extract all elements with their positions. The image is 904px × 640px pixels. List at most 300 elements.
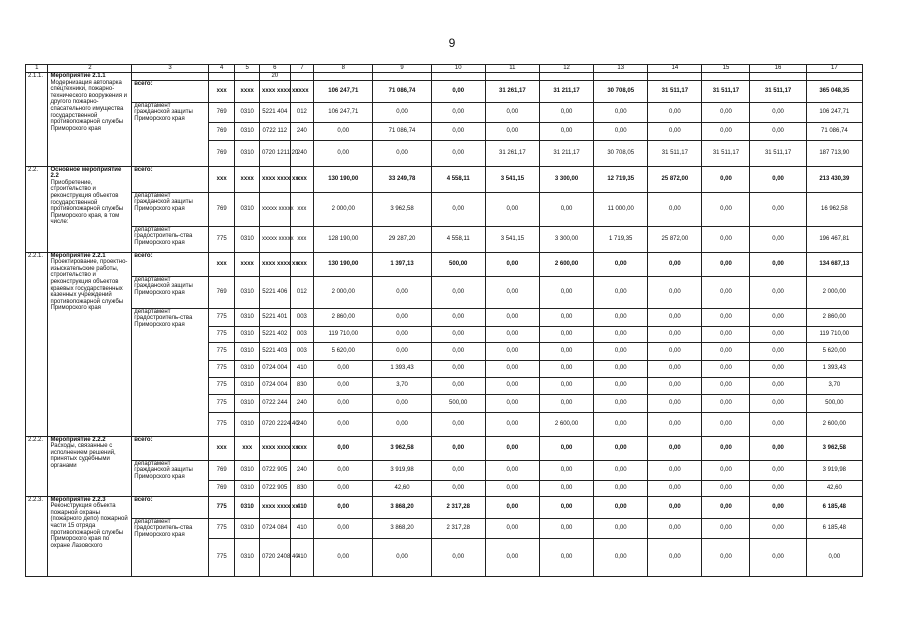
table-cell: 0,00 (594, 252, 648, 276)
table-cell: 0,00 (750, 377, 806, 394)
table-cell: 0,00 (485, 252, 539, 276)
table-cell: 0,00 (431, 326, 485, 342)
table-cell: 0,00 (750, 394, 806, 412)
table-cell: 0,00 (314, 412, 373, 436)
table-cell: 0,00 (594, 326, 648, 342)
table-cell: 31 261,17 (485, 140, 539, 166)
table-cell: 3 919,98 (373, 460, 431, 480)
table-cell: 0310 (235, 518, 260, 538)
table-cell: 003 (290, 326, 314, 342)
table-cell: 0,00 (702, 122, 750, 140)
table-cell: 769 (208, 102, 235, 122)
table-cell: 1 397,13 (373, 252, 431, 276)
table-cell: 0,00 (539, 480, 593, 496)
table-cell: 775 (208, 377, 235, 394)
table-cell: 0,00 (431, 436, 485, 460)
budget-table (25, 64, 863, 577)
table-cell (539, 73, 593, 81)
table-row (26, 276, 863, 308)
table-cell: 0,00 (702, 326, 750, 342)
table-cell: 2 860,00 (806, 308, 862, 326)
table-cell: 0,00 (539, 342, 593, 360)
table-cell: 240 (290, 394, 314, 412)
table-cell: 33 249,78 (373, 166, 431, 192)
table-cell: 0310 (235, 412, 260, 436)
table-cell: 240 (290, 140, 314, 166)
table-cell: 0,00 (431, 377, 485, 394)
department-name: департамент гражданской защиты Приморского края (132, 276, 209, 308)
column-header: 13 (594, 65, 648, 73)
table-cell: 0310 (235, 360, 260, 377)
table-cell: 775 (208, 394, 235, 412)
table-cell: 775 (208, 538, 235, 576)
table-cell (132, 73, 209, 81)
table-cell: 2 600,00 (539, 252, 593, 276)
table-cell: 0,00 (648, 102, 702, 122)
table-cell: 119 710,00 (314, 326, 373, 342)
table-cell: 119 710,00 (806, 326, 862, 342)
table-cell: 0,00 (648, 394, 702, 412)
table-cell: 3 868,20 (373, 518, 431, 538)
table-cell: 0,00 (750, 166, 806, 192)
table-cell: 0,00 (702, 276, 750, 308)
table-cell: 0,00 (485, 518, 539, 538)
table-cell: 775 (208, 342, 235, 360)
table-cell: 0,00 (648, 518, 702, 538)
table-cell: 0,00 (431, 360, 485, 377)
table-cell: 0720 2408 40 (259, 538, 290, 576)
table-cell: 2 600,00 (806, 412, 862, 436)
table-cell: 0,00 (594, 460, 648, 480)
table-cell: 769 (208, 192, 235, 226)
table-cell: 0,00 (485, 496, 539, 518)
table-cell: 2 317,28 (431, 518, 485, 538)
column-header: 12 (539, 65, 593, 73)
table-cell: 0,00 (539, 377, 593, 394)
table-cell: 0,00 (648, 326, 702, 342)
table-cell: 5 620,00 (314, 342, 373, 360)
table-cell (208, 73, 235, 81)
activity-text: Расходы, связанные с исполнением решений, принятых судебными органами (50, 443, 116, 469)
table-cell: 500,00 (431, 252, 485, 276)
table-cell: 775 (208, 496, 235, 518)
table-cell: 775 (208, 326, 235, 342)
table-cell: 130 190,00 (314, 166, 373, 192)
table-cell: ххх (208, 252, 235, 276)
table-cell (373, 73, 431, 81)
table-cell: ххх (290, 252, 314, 276)
table-cell: 2 000,00 (314, 192, 373, 226)
table-cell: 3 962,58 (373, 436, 431, 460)
table-row (26, 518, 863, 538)
table-cell: 0722 905 (259, 460, 290, 480)
table-cell: 0,00 (594, 538, 648, 576)
table-cell: 0,00 (314, 377, 373, 394)
table-cell: 25 872,00 (648, 226, 702, 252)
table-cell: 0,00 (648, 308, 702, 326)
column-header: 16 (750, 65, 806, 73)
table-cell: 0310 (235, 460, 260, 480)
table-cell: 3 962,58 (806, 436, 862, 460)
table-cell: 0,00 (314, 518, 373, 538)
table-cell: 769 (208, 140, 235, 166)
table-cell: 0,00 (314, 360, 373, 377)
table-cell: 0,00 (314, 436, 373, 460)
table-cell: 0,00 (750, 496, 806, 518)
table-cell: 0,00 (702, 360, 750, 377)
table-cell: 0,00 (485, 480, 539, 496)
table-cell: 5221 402 (259, 326, 290, 342)
table-cell: 0,00 (539, 538, 593, 576)
table-cell: 0,00 (539, 496, 593, 518)
table-cell: 2 000,00 (314, 276, 373, 308)
table-cell: 003 (290, 342, 314, 360)
table-cell: 0,00 (702, 377, 750, 394)
table-cell: 830 (290, 480, 314, 496)
table-cell: хххх хххх хх (259, 496, 290, 518)
table-cell: 240 (290, 460, 314, 480)
table-cell: 0724 004 (259, 360, 290, 377)
table-cell: ххххх ххххх (259, 192, 290, 226)
table-cell: 71 086,74 (373, 80, 431, 102)
column-header: 9 (373, 65, 431, 73)
table-cell: 0,00 (750, 460, 806, 480)
table-cell: 187 713,90 (806, 140, 862, 166)
table-cell: 0,00 (750, 192, 806, 226)
table-cell: 0310 (235, 102, 260, 122)
column-header: 14 (648, 65, 702, 73)
table-cell: хххх хххх хх (259, 436, 290, 460)
column-header: 6 (259, 65, 290, 73)
table-cell: 0,00 (750, 122, 806, 140)
table-cell: 0,00 (373, 342, 431, 360)
table-cell: 0310 (235, 192, 260, 226)
table-cell: 106 247,71 (314, 80, 373, 102)
table-cell: 0,00 (702, 252, 750, 276)
table-cell: 0,00 (539, 460, 593, 480)
table-cell: 2 860,00 (314, 308, 373, 326)
table-cell (290, 73, 314, 81)
table-cell: 0310 (235, 122, 260, 140)
table-cell: 0,00 (314, 460, 373, 480)
table-cell: 0,00 (373, 412, 431, 436)
table-cell: 0,00 (648, 538, 702, 576)
table-cell: 4 558,11 (431, 166, 485, 192)
table-cell: 0,00 (594, 394, 648, 412)
column-header: 4 (208, 65, 235, 73)
table-cell: 3 868,20 (373, 496, 431, 518)
table-cell: 500,00 (431, 394, 485, 412)
table-cell: 0,00 (702, 308, 750, 326)
table-cell: 0,00 (373, 276, 431, 308)
table-cell: 42,60 (806, 480, 862, 496)
table-cell: 0,00 (594, 436, 648, 460)
total-label: всего: (132, 252, 209, 276)
table-cell: 0310 (235, 394, 260, 412)
table-cell: 0,00 (594, 276, 648, 308)
table-cell: 5221 406 (259, 276, 290, 308)
table-cell: 0,00 (314, 122, 373, 140)
table-cell: 0,00 (750, 518, 806, 538)
activity-title: Мероприятие 2.2.1 (50, 252, 106, 259)
table-cell: 0,00 (702, 460, 750, 480)
table-cell: 0,00 (485, 342, 539, 360)
table-cell: 775 (208, 412, 235, 436)
row-code: 2.2.3. (26, 496, 48, 576)
table-cell: 130 190,00 (314, 252, 373, 276)
table-cell: 0,00 (314, 496, 373, 518)
table-cell: 196 467,81 (806, 226, 862, 252)
column-header: 11 (485, 65, 539, 73)
table-cell: 4 558,11 (431, 226, 485, 252)
table-cell: ххх (235, 436, 260, 460)
table-cell: 0,00 (431, 460, 485, 480)
table-cell: 3 919,98 (806, 460, 862, 480)
table-cell: 0,00 (648, 480, 702, 496)
table-cell: 25 872,00 (648, 166, 702, 192)
table-cell: 0,00 (702, 166, 750, 192)
table-cell: 0310 (235, 496, 260, 518)
table-cell: 0720 1211 20 (259, 140, 290, 166)
table-cell: 0,00 (750, 538, 806, 576)
table-cell: ххх (290, 436, 314, 460)
table-cell: 0,00 (431, 480, 485, 496)
activity-title: Мероприятие 2.2.2 (50, 436, 106, 443)
table-cell: 0,00 (702, 226, 750, 252)
table-cell: 0310 (235, 480, 260, 496)
row-code: 2.1.1. (26, 73, 48, 167)
table-cell: 0310 (235, 326, 260, 342)
table-cell: 775 (208, 308, 235, 326)
table-cell: 0,00 (648, 460, 702, 480)
table-row (26, 102, 863, 122)
table-cell: 0,00 (702, 102, 750, 122)
table-cell: 0,00 (485, 436, 539, 460)
table-cell: 11 000,00 (594, 192, 648, 226)
table-cell: 0,00 (485, 394, 539, 412)
table-cell: 0,00 (806, 538, 862, 576)
table-cell (235, 73, 260, 81)
table-cell: 20 (259, 73, 290, 81)
table-cell: 134 687,13 (806, 252, 862, 276)
table-cell: 42,60 (373, 480, 431, 496)
table-cell: хххх хххх хх (259, 252, 290, 276)
table-cell: 0,00 (702, 412, 750, 436)
table-cell: 0,00 (702, 436, 750, 460)
table-cell: 0,00 (485, 360, 539, 377)
table-cell: 3 300,00 (539, 226, 593, 252)
table-cell: 128 190,00 (314, 226, 373, 252)
table-cell: ххх (290, 226, 314, 252)
column-header: 3 (132, 65, 209, 73)
table-cell: 0310 (235, 308, 260, 326)
table-cell: 0,00 (750, 252, 806, 276)
table-cell: ххх (290, 192, 314, 226)
table-cell: 0,00 (485, 192, 539, 226)
table-cell: 0,00 (485, 308, 539, 326)
row-code: 2.2. (26, 166, 48, 252)
table-cell: 0,00 (648, 122, 702, 140)
table-cell: 0,00 (702, 518, 750, 538)
table-cell: 0,00 (373, 394, 431, 412)
department-name: департамент гражданской защиты Приморского края (132, 460, 209, 496)
table-cell: 3 541,15 (485, 166, 539, 192)
table-cell: 0,00 (431, 102, 485, 122)
table-cell: 3 962,58 (373, 192, 431, 226)
table-cell: 0,00 (594, 122, 648, 140)
table-cell: хххх (235, 252, 260, 276)
activity-description (48, 436, 132, 496)
table-cell: 0,00 (431, 122, 485, 140)
column-header: 1 (26, 65, 48, 73)
table-cell: 0,00 (648, 496, 702, 518)
table-cell: 12 719,35 (594, 166, 648, 192)
table-row (26, 192, 863, 226)
table-cell: 0,00 (648, 192, 702, 226)
total-label: всего: (132, 166, 209, 192)
table-cell: 775 (208, 518, 235, 538)
activity-description (48, 496, 132, 576)
table-row (26, 252, 863, 276)
table-cell: 0,00 (702, 342, 750, 360)
department-name: департамент градостроитель-ства Приморского края (132, 308, 209, 436)
table-cell (594, 73, 648, 81)
table-cell: ххх (290, 166, 314, 192)
table-cell (702, 73, 750, 81)
table-cell: 6 185,48 (806, 496, 862, 518)
table-cell: 0,00 (594, 377, 648, 394)
table-cell: 2 600,00 (539, 412, 593, 436)
table-row (26, 166, 863, 192)
table-cell: 012 (290, 102, 314, 122)
table-cell: 769 (208, 460, 235, 480)
department-name: департамент градостроитель-ства Приморского края (132, 518, 209, 576)
table-cell (648, 73, 702, 81)
column-header: 5 (235, 65, 260, 73)
table-cell (485, 73, 539, 81)
table-cell: 769 (208, 480, 235, 496)
table-cell: 0,00 (485, 122, 539, 140)
table-cell: 30 708,05 (594, 140, 648, 166)
table-cell: 31 511,17 (750, 80, 806, 102)
table-cell: ххххх ххххх (259, 226, 290, 252)
table-cell: 0310 (235, 538, 260, 576)
table-cell: 29 287,20 (373, 226, 431, 252)
department-name: департамент градостроитель-ства Приморского края (132, 226, 209, 252)
table-cell: 0,00 (594, 102, 648, 122)
table-cell: хххх (235, 80, 260, 102)
table-cell: 71 086,74 (373, 122, 431, 140)
table-cell: 0722 112 (259, 122, 290, 140)
table-cell: 31 261,17 (485, 80, 539, 102)
table-cell: 0,00 (594, 518, 648, 538)
table-cell: 0310 (235, 377, 260, 394)
table-cell: 0,00 (373, 308, 431, 326)
table-cell: 0,00 (750, 436, 806, 460)
table-cell: 31 511,17 (750, 140, 806, 166)
activity-description (48, 73, 132, 167)
table-cell: 0,00 (648, 377, 702, 394)
table-cell: 0,00 (431, 276, 485, 308)
table-cell: 31 211,17 (539, 140, 593, 166)
table-cell: 240 (290, 122, 314, 140)
table-cell: 0,00 (431, 80, 485, 102)
table-cell: 0,00 (314, 394, 373, 412)
table-cell: 0720 2224 40 (259, 412, 290, 436)
column-header: 10 (431, 65, 485, 73)
table-cell: 0,00 (750, 360, 806, 377)
table-cell: 410 (290, 518, 314, 538)
table-cell: 3,70 (806, 377, 862, 394)
table-cell: 012 (290, 276, 314, 308)
table-cell: 0,00 (314, 480, 373, 496)
table-cell: 1 393,43 (373, 360, 431, 377)
activity-title: Основное мероприятие 2.2 (50, 166, 122, 180)
table-cell: 0,00 (702, 538, 750, 576)
table-cell: 0,00 (431, 342, 485, 360)
table-cell: 769 (208, 276, 235, 308)
table-cell: 0310 (235, 140, 260, 166)
table-row (26, 308, 863, 326)
table-cell: 31 211,17 (539, 80, 593, 102)
table-cell: 6 185,48 (806, 518, 862, 538)
table-cell: ххх (208, 166, 235, 192)
table-cell: 0,00 (431, 192, 485, 226)
table-cell: 0,00 (702, 394, 750, 412)
table-row (26, 496, 863, 518)
table-cell: 3 300,00 (539, 166, 593, 192)
table-cell: 0,00 (750, 102, 806, 122)
table-cell: 0,00 (594, 308, 648, 326)
table-row (26, 460, 863, 480)
table-cell: 1 393,43 (806, 360, 862, 377)
table-cell: 5221 403 (259, 342, 290, 360)
row-code: 2.2.2. (26, 436, 48, 496)
table-cell: 0,00 (373, 140, 431, 166)
table-cell: 410 (290, 360, 314, 377)
table-cell: 0,00 (485, 460, 539, 480)
table-cell: 0724 084 (259, 518, 290, 538)
table-cell: 0,00 (485, 412, 539, 436)
table-row (26, 226, 863, 252)
column-header: 2 (48, 65, 132, 73)
table-cell: 775 (208, 360, 235, 377)
table-cell: 0,00 (648, 276, 702, 308)
table-cell: 0,00 (648, 360, 702, 377)
total-label: всего: (132, 80, 209, 102)
table-cell: 0,00 (750, 308, 806, 326)
table-cell: 0,00 (702, 480, 750, 496)
table-cell: 0,00 (431, 140, 485, 166)
table-cell: 769 (208, 122, 235, 140)
table-cell: 500,00 (806, 394, 862, 412)
table-row (26, 436, 863, 460)
table-cell: 003 (290, 308, 314, 326)
table-cell: 0,00 (750, 276, 806, 308)
table-cell: 0,00 (750, 412, 806, 436)
table-cell: 0,00 (431, 538, 485, 576)
table-cell: 0,00 (431, 412, 485, 436)
table-cell: 0,00 (539, 122, 593, 140)
table-cell: 0,00 (648, 436, 702, 460)
activity-description (48, 166, 132, 252)
table-cell: 1 719,35 (594, 226, 648, 252)
table-cell (806, 73, 862, 81)
table-row (26, 65, 863, 73)
column-header: 15 (702, 65, 750, 73)
table-cell: 0,00 (648, 252, 702, 276)
table-cell: 106 247,71 (314, 102, 373, 122)
